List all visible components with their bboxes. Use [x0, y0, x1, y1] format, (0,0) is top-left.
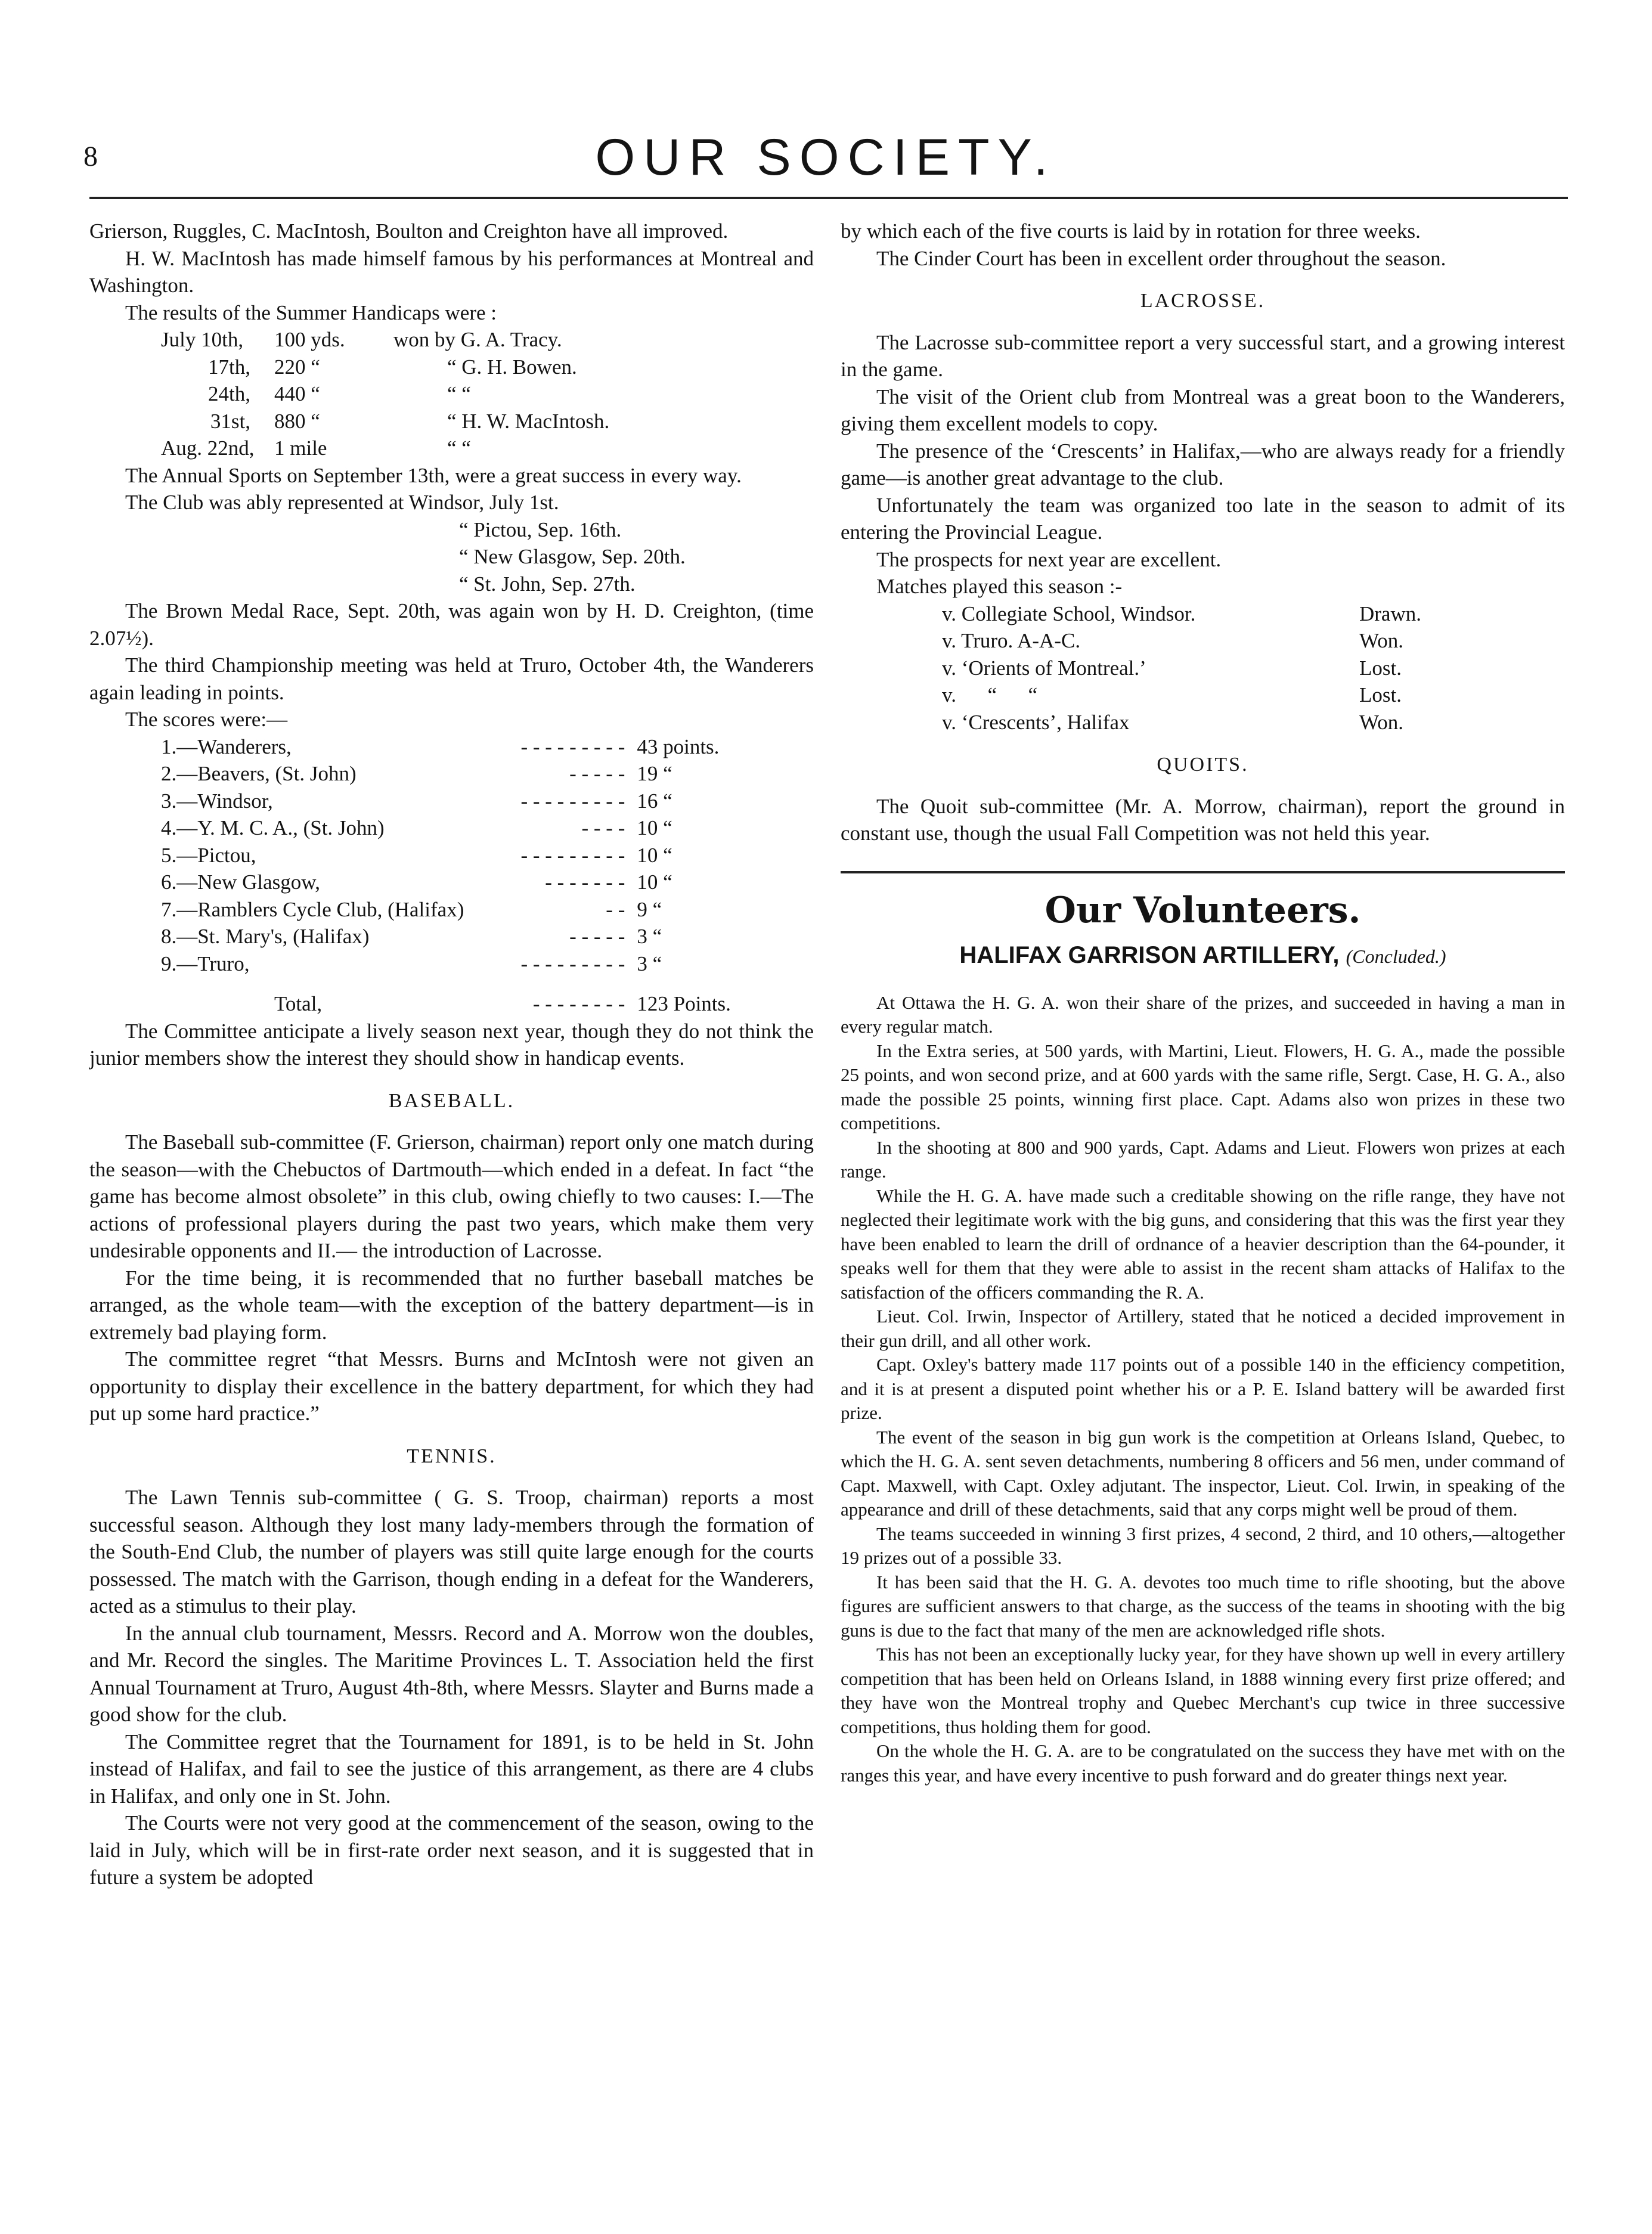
- table-row: [942, 681, 1421, 709]
- leader-dots: - - - - - - - - -: [520, 952, 625, 975]
- handicap-winner: “ H. W. MacIntosh.: [447, 409, 610, 433]
- table-row: [161, 354, 609, 381]
- match-result: Won.: [1359, 629, 1403, 652]
- leader-dots: - - - - - - - - -: [520, 843, 625, 867]
- team-points: 10 “: [637, 870, 672, 894]
- matches-table: [942, 600, 1421, 736]
- paragraph: The Lawn Tennis sub-committee ( G. S. Troop, chairman) reports a most successful season. Although they lost many lady-members through the formation of the South-End Club, the number of players was still quite large enough for the courts possessed. The match with the Garrison, though ending in a defeat for the Wanderers, acted as a stimulus to their play.: [89, 1486, 814, 1618]
- table-row: [161, 788, 731, 815]
- page-header: [83, 128, 1568, 194]
- table-row: [942, 600, 1421, 628]
- leader-dots: - -: [606, 897, 625, 921]
- paragraph: Grierson, Ruggles, C. MacIntosh, Boulton and Creighton have all improved.: [89, 219, 729, 243]
- paragraph: On the whole the H. G. A. are to be congratulated on the success they have met with on the ranges this year, and have every incentive to push forward and do greater things next year.: [841, 1740, 1565, 1786]
- match-opponent: v. ‘Crescents’, Halifax: [942, 710, 1130, 734]
- paragraph: Capt. Oxley's battery made 117 points out of a possible 140 in the efficiency competition, and it is at present a disputed point whether his or a P. E. Island battery will be awarded first prize.: [841, 1354, 1565, 1423]
- page-title: OUR SOCIETY.: [595, 129, 1056, 186]
- table-row: [942, 627, 1421, 655]
- table-row: [161, 842, 731, 869]
- paragraph: The event of the season in big gun work is the competition at Orleans Island, Quebec, to which the H. G. A. sent seven detachments, numbering 8 officers and 56 men, under command of Capt. Maxwell, with Capt. Oxley adjutant. The inspector, Lieut. Col. Irwin, in speaking of the appearance and drill of these detachments, said that any corps might well be proud of them.: [841, 1426, 1565, 1520]
- handicap-date: Aug. 22nd,: [161, 436, 255, 460]
- team-name: 9.—Truro,: [161, 952, 250, 975]
- match-result: Drawn.: [1359, 602, 1421, 625]
- paragraph: In the shooting at 800 and 900 yards, Capt. Adams and Lieut. Flowers won prizes at each range.: [841, 1136, 1565, 1182]
- table-row: [942, 655, 1421, 682]
- paragraph: The results of the Summer Handicaps were :: [125, 300, 497, 324]
- match-opponent: v. Collegiate School, Windsor.: [942, 602, 1196, 625]
- section-heading-quoits: QUOITS.: [1157, 754, 1249, 776]
- paragraph: The Annual Sports on September 13th, were a great success in every way.: [125, 463, 742, 487]
- table-row: [161, 326, 609, 354]
- team-points: 19 “: [637, 762, 672, 785]
- handicap-winner: “ “: [447, 382, 471, 405]
- team-points: 3 “: [637, 952, 662, 975]
- handicap-winner: won by G. A. Tracy.: [393, 328, 562, 351]
- paragraph: The Baseball sub-committee (F. Grierson, chairman) report only one match during the season—with the Chebuctos of Dartmouth—which ended in a defeat. In fact “the game has become almost obsolete” in this club, owing chiefly to two causes: I.—The actions of professional players during the past two years, which make them very undesirable opponents and II.— the introduction of Lacrosse.: [89, 1130, 814, 1262]
- handicap-date: 31st,: [210, 409, 250, 433]
- paragraph: The scores were:—: [125, 708, 288, 731]
- total-points: 123 Points.: [637, 992, 731, 1015]
- paragraph: The Club was ably represented at Windsor, July 1st.: [125, 491, 559, 514]
- paragraph: The third Championship meeting was held at Truro, October 4th, the Wanderers again leading in points.: [89, 653, 814, 704]
- table-row: [161, 435, 609, 462]
- paragraph: For the time being, it is recommended that no further baseball matches be arranged, as the whole team—with the exception of the battery department—is in extremely bad playing form.: [89, 1266, 814, 1344]
- table-row: [161, 380, 609, 408]
- team-name: 6.—New Glasgow,: [161, 870, 320, 894]
- paragraph: While the H. G. A. have made such a creditable showing on the rifle range, they have not neglected their legitimate work with the big guns, and considering that this was the first year they have been enabled to learn the drill of ordnance of a heavier description than the 64-pounder, it speaks well for them that they were able to assist in the recent sham attacks of Halifax to the satisfaction of the officers commanding the R. A.: [841, 1185, 1565, 1303]
- table-row: [161, 896, 731, 924]
- handicap-date: July 10th,: [161, 328, 244, 351]
- handicap-winner: “ G. H. Bowen.: [447, 355, 577, 379]
- total-row: [161, 990, 731, 1018]
- team-points: 3 “: [637, 925, 662, 948]
- match-opponent: v. Truro. A-A-C.: [942, 629, 1081, 652]
- table-row: [161, 733, 731, 761]
- match-result: Won.: [1359, 710, 1403, 734]
- paragraph: The Lacrosse sub-committee report a very successful start, and a growing interest in the game.: [841, 330, 1565, 381]
- team-points: 9 “: [637, 897, 662, 921]
- paragraph: Unfortunately the team was organized too late in the season to admit of its entering the Provincial League.: [841, 493, 1565, 544]
- match-result: Lost.: [1359, 656, 1402, 680]
- team-points: 16 “: [637, 789, 672, 813]
- paragraph: The presence of the ‘Crescents’ in Halifax,—who are always ready for a friendly game—is another great advantage to the club.: [841, 439, 1565, 489]
- paragraph: “ Pictou, Sep. 16th.: [459, 518, 622, 541]
- header-rule: [89, 197, 1568, 199]
- paragraph: The Committee anticipate a lively season next year, though they do not think the junior members show the interest they should show in handicap events.: [89, 1019, 814, 1070]
- volunteers-heading: Our Volunteers.: [1044, 889, 1361, 931]
- paragraph: Matches played this season :-: [876, 575, 1123, 598]
- match-opponent: v. ‘Orients of Montreal.’: [942, 656, 1146, 680]
- scores-table: [161, 733, 731, 1018]
- hga-concluded: (Concluded.): [1346, 946, 1446, 967]
- paragraph: The Cinder Court has been in excellent order throughout the season.: [876, 246, 1446, 270]
- hga-heading: [841, 942, 1565, 971]
- paragraph: The Courts were not very good at the commencement of the season, owing to the laid in July, which will be in first-rate order next season, and it is suggested that in future a system be adopted: [89, 1811, 814, 1889]
- paragraph: The committee regret “that Messrs. Burns and McIntosh were not given an opportunity to display their excellence in the battery department, for which they had put up some hard practice.”: [89, 1347, 814, 1425]
- page-number: 8: [83, 141, 98, 172]
- right-column: [841, 218, 1565, 1787]
- section-heading-lacrosse: LACROSSE.: [1140, 290, 1266, 312]
- leader-dots: - - - - - - - - -: [520, 735, 625, 758]
- team-name: 3.—Windsor,: [161, 789, 273, 813]
- team-name: 4.—Y. M. C. A., (St. John): [161, 816, 385, 839]
- handicap-winner: “ “: [447, 436, 471, 460]
- leader-dots: - - - -: [581, 816, 625, 839]
- handicap-date: 17th,: [208, 355, 250, 379]
- paragraph: H. W. MacIntosh has made himself famous by his performances at Montreal and Washington.: [89, 246, 814, 297]
- paragraph: The teams succeeded in winning 3 first prizes, 4 second, 2 third, and 10 others,—altogether 19 prizes out of a possible 33.: [841, 1523, 1565, 1568]
- team-name: 2.—Beavers, (St. John): [161, 762, 357, 785]
- paragraph: “ St. John, Sep. 27th.: [459, 572, 636, 596]
- handicap-distance: 880 “: [274, 409, 320, 433]
- paragraph: The visit of the Orient club from Montreal was a great boon to the Wanderers, giving them excellent models to copy.: [841, 385, 1565, 435]
- left-column: [89, 218, 814, 1891]
- paragraph: At Ottawa the H. G. A. won their share of the prizes, and succeeded in having a man in every regular match.: [841, 991, 1565, 1037]
- section-heading-baseball: BASEBALL.: [388, 1089, 515, 1112]
- team-points: 10 “: [637, 816, 672, 839]
- table-row: [161, 950, 731, 978]
- team-name: 8.—St. Mary's, (Halifax): [161, 925, 370, 948]
- paragraph: The Quoit sub-committee (Mr. A. Morrow, chairman), report the ground in constant use, though the usual Fall Competition was not held this year.: [841, 794, 1565, 845]
- handicap-distance: 220 “: [274, 355, 320, 379]
- team-name: 7.—Ramblers Cycle Club, (Halifax): [161, 897, 464, 921]
- handicap-distance: 440 “: [274, 382, 320, 405]
- team-points: 10 “: [637, 843, 672, 867]
- handicap-table: [161, 326, 609, 462]
- paragraph: by which each of the five courts is laid by in rotation for three weeks.: [841, 219, 1421, 243]
- section-divider: [841, 871, 1565, 873]
- section-heading-tennis: TENNIS.: [407, 1445, 497, 1467]
- leader-dots: - - - - - - - - -: [520, 789, 625, 813]
- paragraph: The prospects for next year are excellent.: [876, 547, 1222, 571]
- leader-dots: - - - - -: [569, 925, 625, 948]
- leader-dots: - - - - - - - -: [532, 992, 625, 1015]
- paragraph: In the annual club tournament, Messrs. Record and A. Morrow won the doubles, and Mr. Record the singles. The Maritime Provinces L. T. Association held the first Annual Tournament at Truro, August 4th-8th, where Messrs. Slayter and Burns made a good show for the club.: [89, 1621, 814, 1726]
- paragraph: It has been said that the H. G. A. devotes too much time to rifle shooting, but the above figures are sufficient answers to that charge, as the success of the teams in shooting with the big guns is due to the fact that many of the men are acknowledged rifle shots.: [841, 1571, 1565, 1641]
- team-name: 5.—Pictou,: [161, 843, 256, 867]
- table-row: [942, 709, 1421, 736]
- handicap-distance: 1 mile: [274, 436, 327, 460]
- handicap-date: 24th,: [208, 382, 250, 405]
- hga-title: HALIFAX GARRISON ARTILLERY,: [959, 942, 1340, 968]
- table-row: [161, 408, 609, 435]
- table-row: [161, 923, 731, 950]
- leader-dots: - - - - - - -: [545, 870, 625, 894]
- handicap-distance: 100 yds.: [274, 328, 345, 351]
- table-row: [161, 760, 731, 788]
- paragraph: The Committee regret that the Tournament for 1891, is to be held in St. John instead of Halifax, and fail to see the justice of this arrangement, as there are 4 clubs in Halifax, and only one in St. John.: [89, 1730, 814, 1808]
- match-opponent: v. “ “: [942, 683, 1038, 707]
- match-result: Lost.: [1359, 683, 1402, 707]
- table-row: [161, 814, 731, 842]
- paragraph: Lieut. Col. Irwin, Inspector of Artillery, stated that he noticed a decided improvement in their gun drill, and all other work.: [841, 1306, 1565, 1351]
- paragraph: The Brown Medal Race, Sept. 20th, was again won by H. D. Creighton, (time 2.07½).: [89, 599, 814, 650]
- paragraph: “ New Glasgow, Sep. 20th.: [459, 545, 686, 568]
- leader-dots: - - - - -: [569, 762, 625, 785]
- paragraph: This has not been an exceptionally lucky year, for they have shown up well in every artillery competition that has been held on Orleans Island, in 1888 winning every first prize offered; and they have won the Montreal trophy and Quebec Merchant's cup twice in three successive competitions, thus holding them for good.: [841, 1644, 1565, 1737]
- paragraph: In the Extra series, at 500 yards, with Martini, Lieut. Flowers, H. G. A., made the possible 25 points, and won second prize, and at 600 yards with the same rifle, Sergt. Case, H. G. A., also made the possible 25 points, winning first place. Capt. Adams also won prizes in these two competitions.: [841, 1040, 1565, 1133]
- total-label: Total,: [274, 992, 323, 1015]
- team-points: 43 points.: [637, 735, 720, 758]
- table-row: [161, 977, 731, 990]
- table-row: [161, 869, 731, 896]
- team-name: 1.—Wanderers,: [161, 735, 292, 758]
